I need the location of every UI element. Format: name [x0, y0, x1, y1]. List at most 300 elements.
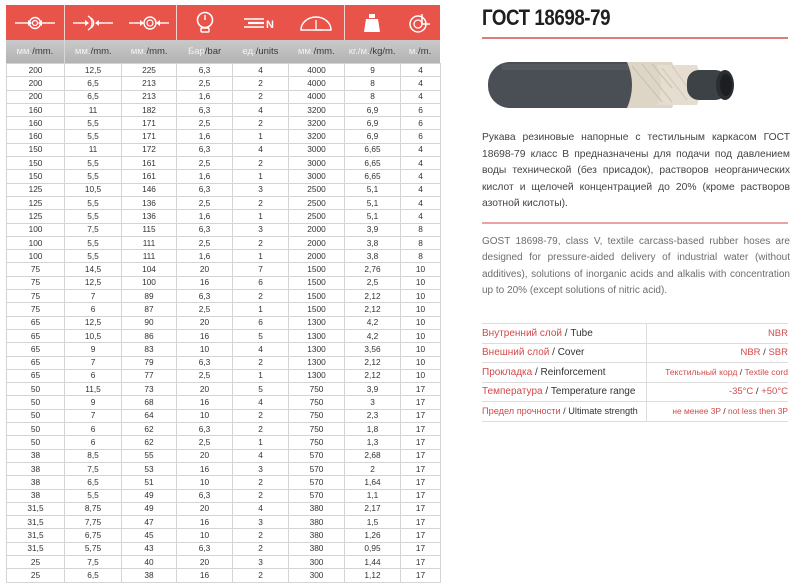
table-cell: 6,9 [345, 130, 401, 143]
table-cell: 17 [401, 449, 441, 462]
table-cell: 2 [345, 462, 401, 475]
table-cell: 5,5 [65, 170, 122, 183]
table-cell: 5,5 [65, 196, 122, 209]
table-cell: 1,12 [345, 569, 401, 582]
table-cell: 1 [233, 170, 289, 183]
table-cell: 17 [401, 516, 441, 529]
table-cell: 3000 [289, 157, 345, 170]
table-row [7, 117, 441, 130]
table-cell: 10,5 [65, 183, 122, 196]
table-cell: 1300 [289, 369, 345, 382]
table-cell: 6,75 [65, 529, 122, 542]
table-cell: 17 [401, 542, 441, 555]
table-cell: 4 [401, 157, 441, 170]
table-cell: 17 [401, 529, 441, 542]
table-cell: 3,56 [345, 343, 401, 356]
table-cell: 4,2 [345, 329, 401, 342]
table-row [7, 502, 441, 515]
spec-key: Внутренний слой / Tube [482, 324, 647, 343]
table-cell: 64 [122, 409, 177, 422]
table-cell: 125 [7, 196, 65, 209]
table-cell: 750 [289, 436, 345, 449]
table-cell: 2 [233, 476, 289, 489]
table-cell: 7,5 [65, 462, 122, 475]
table-cell: 9 [65, 343, 122, 356]
table-row [7, 555, 441, 568]
table-cell: 31,5 [7, 542, 65, 555]
table-cell: 6,3 [177, 64, 233, 77]
table-cell: 136 [122, 210, 177, 223]
spec-value: NBR / SBR [740, 347, 788, 359]
table-cell: 3,9 [345, 223, 401, 236]
table-cell: 40 [122, 555, 177, 568]
table-cell: 1,6 [177, 170, 233, 183]
table-cell: 1,6 [177, 250, 233, 263]
table-row [7, 157, 441, 170]
table-row [7, 343, 441, 356]
table-cell: 7,5 [65, 223, 122, 236]
table-cell: 6 [401, 130, 441, 143]
table-cell: 3200 [289, 130, 345, 143]
table-cell: 2,17 [345, 502, 401, 515]
table-cell: 17 [401, 462, 441, 475]
table-cell: 6,5 [65, 90, 122, 103]
table-cell: 50 [7, 423, 65, 436]
table-cell: 47 [122, 516, 177, 529]
table-cell: 300 [289, 555, 345, 568]
table-row [7, 476, 441, 489]
table-cell: 4 [401, 210, 441, 223]
table-row [7, 542, 441, 555]
table-cell: 2 [233, 489, 289, 502]
table-cell: 10 [177, 409, 233, 422]
table-cell: 5,75 [65, 542, 122, 555]
weight-icon [344, 5, 401, 40]
table-cell: 1 [233, 303, 289, 316]
table-cell: 213 [122, 77, 177, 90]
table-row [7, 210, 441, 223]
table-cell: 1300 [289, 329, 345, 342]
table-cell: 9 [65, 396, 122, 409]
table-cell: 43 [122, 542, 177, 555]
table-cell: 2 [233, 157, 289, 170]
table-row [7, 462, 441, 475]
table-cell: 4 [401, 77, 441, 90]
table-cell: 2,5 [177, 369, 233, 382]
table-cell: 6,65 [345, 143, 401, 156]
description-ru: Рукава резиновые напорные с тестильным каркасом ГОСТ 18698-79 класс В предназначены для подачи под давлением воды технической (без присадок), растворов неорганических кислот и щелочей концентрацией до 20% (кроме растворов азотной кислоты). [482, 132, 790, 209]
spec-value: не менее 3Р / not less then 3P [672, 406, 788, 417]
table-cell: 51 [122, 476, 177, 489]
table-cell: 68 [122, 396, 177, 409]
table-cell: 38 [7, 489, 65, 502]
unit-label: ед. / units [242, 46, 279, 57]
table-cell: 100 [7, 250, 65, 263]
table-cell: 75 [7, 263, 65, 276]
table-cell: 62 [122, 436, 177, 449]
table-cell: 2,5 [177, 436, 233, 449]
table-cell: 75 [7, 303, 65, 316]
table-cell: 10 [401, 263, 441, 276]
table-cell: 17 [401, 569, 441, 582]
table-cell: 6,5 [65, 569, 122, 582]
table-cell: 3 [345, 396, 401, 409]
table-cell: 2 [233, 542, 289, 555]
table-cell: 150 [7, 157, 65, 170]
table-cell: 5,1 [345, 196, 401, 209]
table-cell: 3 [233, 462, 289, 475]
table-cell: 65 [7, 356, 65, 369]
table-cell: 4000 [289, 90, 345, 103]
layers-count-icon [232, 5, 288, 40]
table-body [7, 64, 441, 583]
table-cell: 136 [122, 196, 177, 209]
table-cell: 20 [177, 449, 233, 462]
table-row [7, 236, 441, 249]
table-cell: 3,8 [345, 236, 401, 249]
table-icon-header [6, 5, 440, 40]
table-cell: 1,5 [345, 516, 401, 529]
unit-label: кг./м. / kg/m. [348, 46, 396, 57]
data-table [6, 63, 441, 583]
table-cell: 2 [233, 117, 289, 130]
table-cell: 6,3 [177, 423, 233, 436]
table-cell: 161 [122, 157, 177, 170]
table-cell: 1 [233, 436, 289, 449]
table-row [7, 516, 441, 529]
table-cell: 11 [65, 103, 122, 116]
table-cell: 8 [345, 77, 401, 90]
table-cell: 17 [401, 489, 441, 502]
table-cell: 172 [122, 143, 177, 156]
table-cell: 1 [233, 369, 289, 382]
table-cell: 2 [233, 409, 289, 422]
spec-row [482, 344, 788, 364]
table-row [7, 436, 441, 449]
table-cell: 4000 [289, 64, 345, 77]
table-cell: 16 [177, 276, 233, 289]
table-row [7, 383, 441, 396]
table-cell: 5,5 [65, 236, 122, 249]
table-cell: 65 [7, 343, 65, 356]
table-cell: 7 [65, 356, 122, 369]
table-cell: 6,3 [177, 356, 233, 369]
table-cell: 300 [289, 569, 345, 582]
table-cell: 2 [233, 196, 289, 209]
table-cell: 160 [7, 130, 65, 143]
table-row [7, 103, 441, 116]
table-cell: 2 [233, 423, 289, 436]
table-cell: 79 [122, 356, 177, 369]
table-cell: 83 [122, 343, 177, 356]
table-cell: 100 [7, 236, 65, 249]
table-cell: 6 [401, 117, 441, 130]
table-cell: 77 [122, 369, 177, 382]
table-cell: 50 [7, 383, 65, 396]
table-cell: 6,9 [345, 103, 401, 116]
table-row [7, 423, 441, 436]
table-cell: 4 [401, 143, 441, 156]
table-cell: 2,5 [177, 117, 233, 130]
spec-key: Предел прочности / Ultimate strength [482, 402, 647, 421]
table-cell: 3,9 [345, 383, 401, 396]
table-cell: 6,3 [177, 542, 233, 555]
table-cell: 45 [122, 529, 177, 542]
table-cell: 7 [233, 263, 289, 276]
table-cell: 16 [177, 516, 233, 529]
table-cell: 2,5 [177, 157, 233, 170]
unit-label: мм. / mm. [64, 40, 122, 63]
table-cell: 5,5 [65, 489, 122, 502]
table-cell: 1500 [289, 303, 345, 316]
table-row [7, 356, 441, 369]
table-row [7, 223, 441, 236]
table-cell: 6 [65, 423, 122, 436]
spec-row [482, 363, 788, 383]
table-cell: 31,5 [7, 516, 65, 529]
table-cell: 3 [233, 183, 289, 196]
table-cell: 20 [177, 502, 233, 515]
unit-label: м. / m. [408, 46, 432, 57]
table-row [7, 449, 441, 462]
table-cell: 2,12 [345, 369, 401, 382]
table-cell: 17 [401, 436, 441, 449]
table-row [7, 143, 441, 156]
table-cell: 10 [401, 356, 441, 369]
table-cell: 6,5 [65, 476, 122, 489]
unit-label: мм. / mm. [130, 46, 168, 57]
table-cell: 12,5 [65, 64, 122, 77]
table-cell: 4 [401, 183, 441, 196]
table-cell: 7 [65, 409, 122, 422]
description-divider [482, 222, 788, 224]
table-cell: 6,65 [345, 157, 401, 170]
table-cell: 2,12 [345, 290, 401, 303]
pressure-gauge-icon [176, 5, 233, 40]
table-row [7, 196, 441, 209]
table-cell: 570 [289, 462, 345, 475]
table-cell: 3 [233, 555, 289, 568]
table-cell: 3 [233, 516, 289, 529]
table-cell: 25 [7, 569, 65, 582]
table-cell: 4 [401, 90, 441, 103]
table-cell: 3,8 [345, 250, 401, 263]
table-row [7, 569, 441, 582]
table-cell: 6,5 [65, 77, 122, 90]
table-cell: 10 [177, 529, 233, 542]
unit-label: Бар / bar [187, 46, 222, 57]
table-cell: 38 [7, 476, 65, 489]
table-row [7, 369, 441, 382]
table-cell: 6,3 [177, 143, 233, 156]
table-cell: 100 [122, 276, 177, 289]
table-cell: 1,8 [345, 423, 401, 436]
table-cell: 171 [122, 130, 177, 143]
table-cell: 4 [233, 64, 289, 77]
table-cell: 1,6 [177, 130, 233, 143]
table-cell: 2000 [289, 250, 345, 263]
table-cell: 6 [233, 276, 289, 289]
table-cell: 5 [233, 329, 289, 342]
table-cell: 10 [177, 476, 233, 489]
table-row [7, 329, 441, 342]
table-cell: 1300 [289, 316, 345, 329]
hose-image [482, 56, 752, 114]
table-cell: 200 [7, 64, 65, 77]
table-cell: 146 [122, 183, 177, 196]
table-cell: 65 [7, 316, 65, 329]
table-row [7, 290, 441, 303]
table-cell: 2,5 [177, 236, 233, 249]
table-cell: 160 [7, 103, 65, 116]
table-cell: 90 [122, 316, 177, 329]
table-cell: 4,2 [345, 316, 401, 329]
table-cell: 10 [401, 303, 441, 316]
table-cell: 6,3 [177, 223, 233, 236]
description-en: GOST 18698-79, class V, textile carcass-based rubber hoses are designed for pressure-aided delivery of industrial water (without additives), solutions of inorganic acids and alkalis with concentration up to 20% (except solutions of nitric acid). [482, 236, 790, 296]
table-cell: 25 [7, 555, 65, 568]
table-cell: 2,5 [345, 276, 401, 289]
table-cell: 17 [401, 383, 441, 396]
table-row [7, 183, 441, 196]
table-cell: 2 [233, 529, 289, 542]
table-cell: 570 [289, 449, 345, 462]
spec-key: Внешний слой / Cover [482, 344, 647, 363]
bend-radius-icon [288, 5, 344, 40]
table-cell: 6 [401, 103, 441, 116]
table-cell: 750 [289, 409, 345, 422]
table-cell: 380 [289, 502, 345, 515]
table-cell: 20 [177, 316, 233, 329]
table-cell: 3 [233, 223, 289, 236]
table-cell: 17 [401, 409, 441, 422]
table-cell: 38 [122, 569, 177, 582]
table-cell: 62 [122, 423, 177, 436]
table-cell: 11 [65, 143, 122, 156]
table-cell: 65 [7, 369, 65, 382]
table-cell: 2,5 [177, 196, 233, 209]
table-cell: 380 [289, 529, 345, 542]
table-cell: 4 [233, 143, 289, 156]
svg-text:N: N [266, 18, 275, 30]
table-cell: 6 [233, 316, 289, 329]
table-cell: 55 [122, 449, 177, 462]
table-cell: 16 [177, 569, 233, 582]
table-cell: 2,76 [345, 263, 401, 276]
outer-diameter-icon [121, 5, 176, 40]
table-cell: 50 [7, 436, 65, 449]
table-cell: 50 [7, 409, 65, 422]
table-cell: 6,3 [177, 489, 233, 502]
table-cell: 6,3 [177, 290, 233, 303]
table-row [7, 77, 441, 90]
table-cell: 1500 [289, 263, 345, 276]
table-cell: 4 [233, 103, 289, 116]
table-cell: 50 [7, 396, 65, 409]
table-cell: 10 [401, 369, 441, 382]
table-cell: 12,5 [65, 316, 122, 329]
table-cell: 1,6 [177, 90, 233, 103]
table-cell: 2500 [289, 210, 345, 223]
table-cell: 1 [233, 210, 289, 223]
table-cell: 49 [122, 502, 177, 515]
table-cell: 100 [7, 223, 65, 236]
table-cell: 225 [122, 64, 177, 77]
table-cell: 111 [122, 236, 177, 249]
table-cell: 1300 [289, 343, 345, 356]
table-cell: 150 [7, 143, 65, 156]
table-cell: 2,5 [177, 303, 233, 316]
table-cell: 8,75 [65, 502, 122, 515]
table-cell: 2,3 [345, 409, 401, 422]
table-cell: 5,1 [345, 183, 401, 196]
table-cell: 11,5 [65, 383, 122, 396]
title-divider [482, 37, 788, 39]
hose-length-icon [400, 5, 440, 40]
table-cell: 200 [7, 77, 65, 90]
table-cell: 7,5 [65, 555, 122, 568]
table-row [7, 130, 441, 143]
table-cell: 2000 [289, 236, 345, 249]
table-cell: 380 [289, 542, 345, 555]
table-cell: 8 [345, 90, 401, 103]
table-cell: 16 [177, 462, 233, 475]
table-cell: 1500 [289, 290, 345, 303]
table-cell: 75 [7, 290, 65, 303]
table-cell: 5 [233, 383, 289, 396]
table-cell: 9 [345, 64, 401, 77]
table-cell: 10 [401, 290, 441, 303]
unit-label: мм. / mm. [297, 46, 335, 57]
table-cell: 4 [401, 64, 441, 77]
table-row [7, 489, 441, 502]
table-cell: 89 [122, 290, 177, 303]
table-cell: 4 [233, 449, 289, 462]
spec-row [482, 324, 788, 344]
table-cell: 3000 [289, 170, 345, 183]
table-cell: 1,3 [345, 436, 401, 449]
table-cell: 2500 [289, 196, 345, 209]
spec-key: Температура / Temperature range [482, 383, 647, 402]
table-cell: 5,5 [65, 130, 122, 143]
table-cell: 17 [401, 423, 441, 436]
table-cell: 6,9 [345, 117, 401, 130]
table-cell: 49 [122, 489, 177, 502]
table-cell: 1,64 [345, 476, 401, 489]
table-cell: 213 [122, 90, 177, 103]
wall-thickness-icon [64, 5, 122, 40]
table-cell: 17 [401, 476, 441, 489]
table-row [7, 170, 441, 183]
table-cell: 1 [233, 130, 289, 143]
table-cell: 171 [122, 117, 177, 130]
table-cell: 3200 [289, 103, 345, 116]
table-cell: 2 [233, 569, 289, 582]
table-cell: 4 [401, 170, 441, 183]
table-cell: 2 [233, 236, 289, 249]
table-cell: 5,1 [345, 210, 401, 223]
hose-spec-table [6, 5, 440, 583]
table-cell: 182 [122, 103, 177, 116]
spec-row [482, 383, 788, 403]
table-cell: 125 [7, 210, 65, 223]
table-cell: 750 [289, 396, 345, 409]
table-cell: 65 [7, 329, 65, 342]
unit-label: мм. / mm. [16, 46, 54, 57]
table-cell: 75 [7, 276, 65, 289]
table-cell: 4 [401, 196, 441, 209]
table-cell: 125 [7, 183, 65, 196]
